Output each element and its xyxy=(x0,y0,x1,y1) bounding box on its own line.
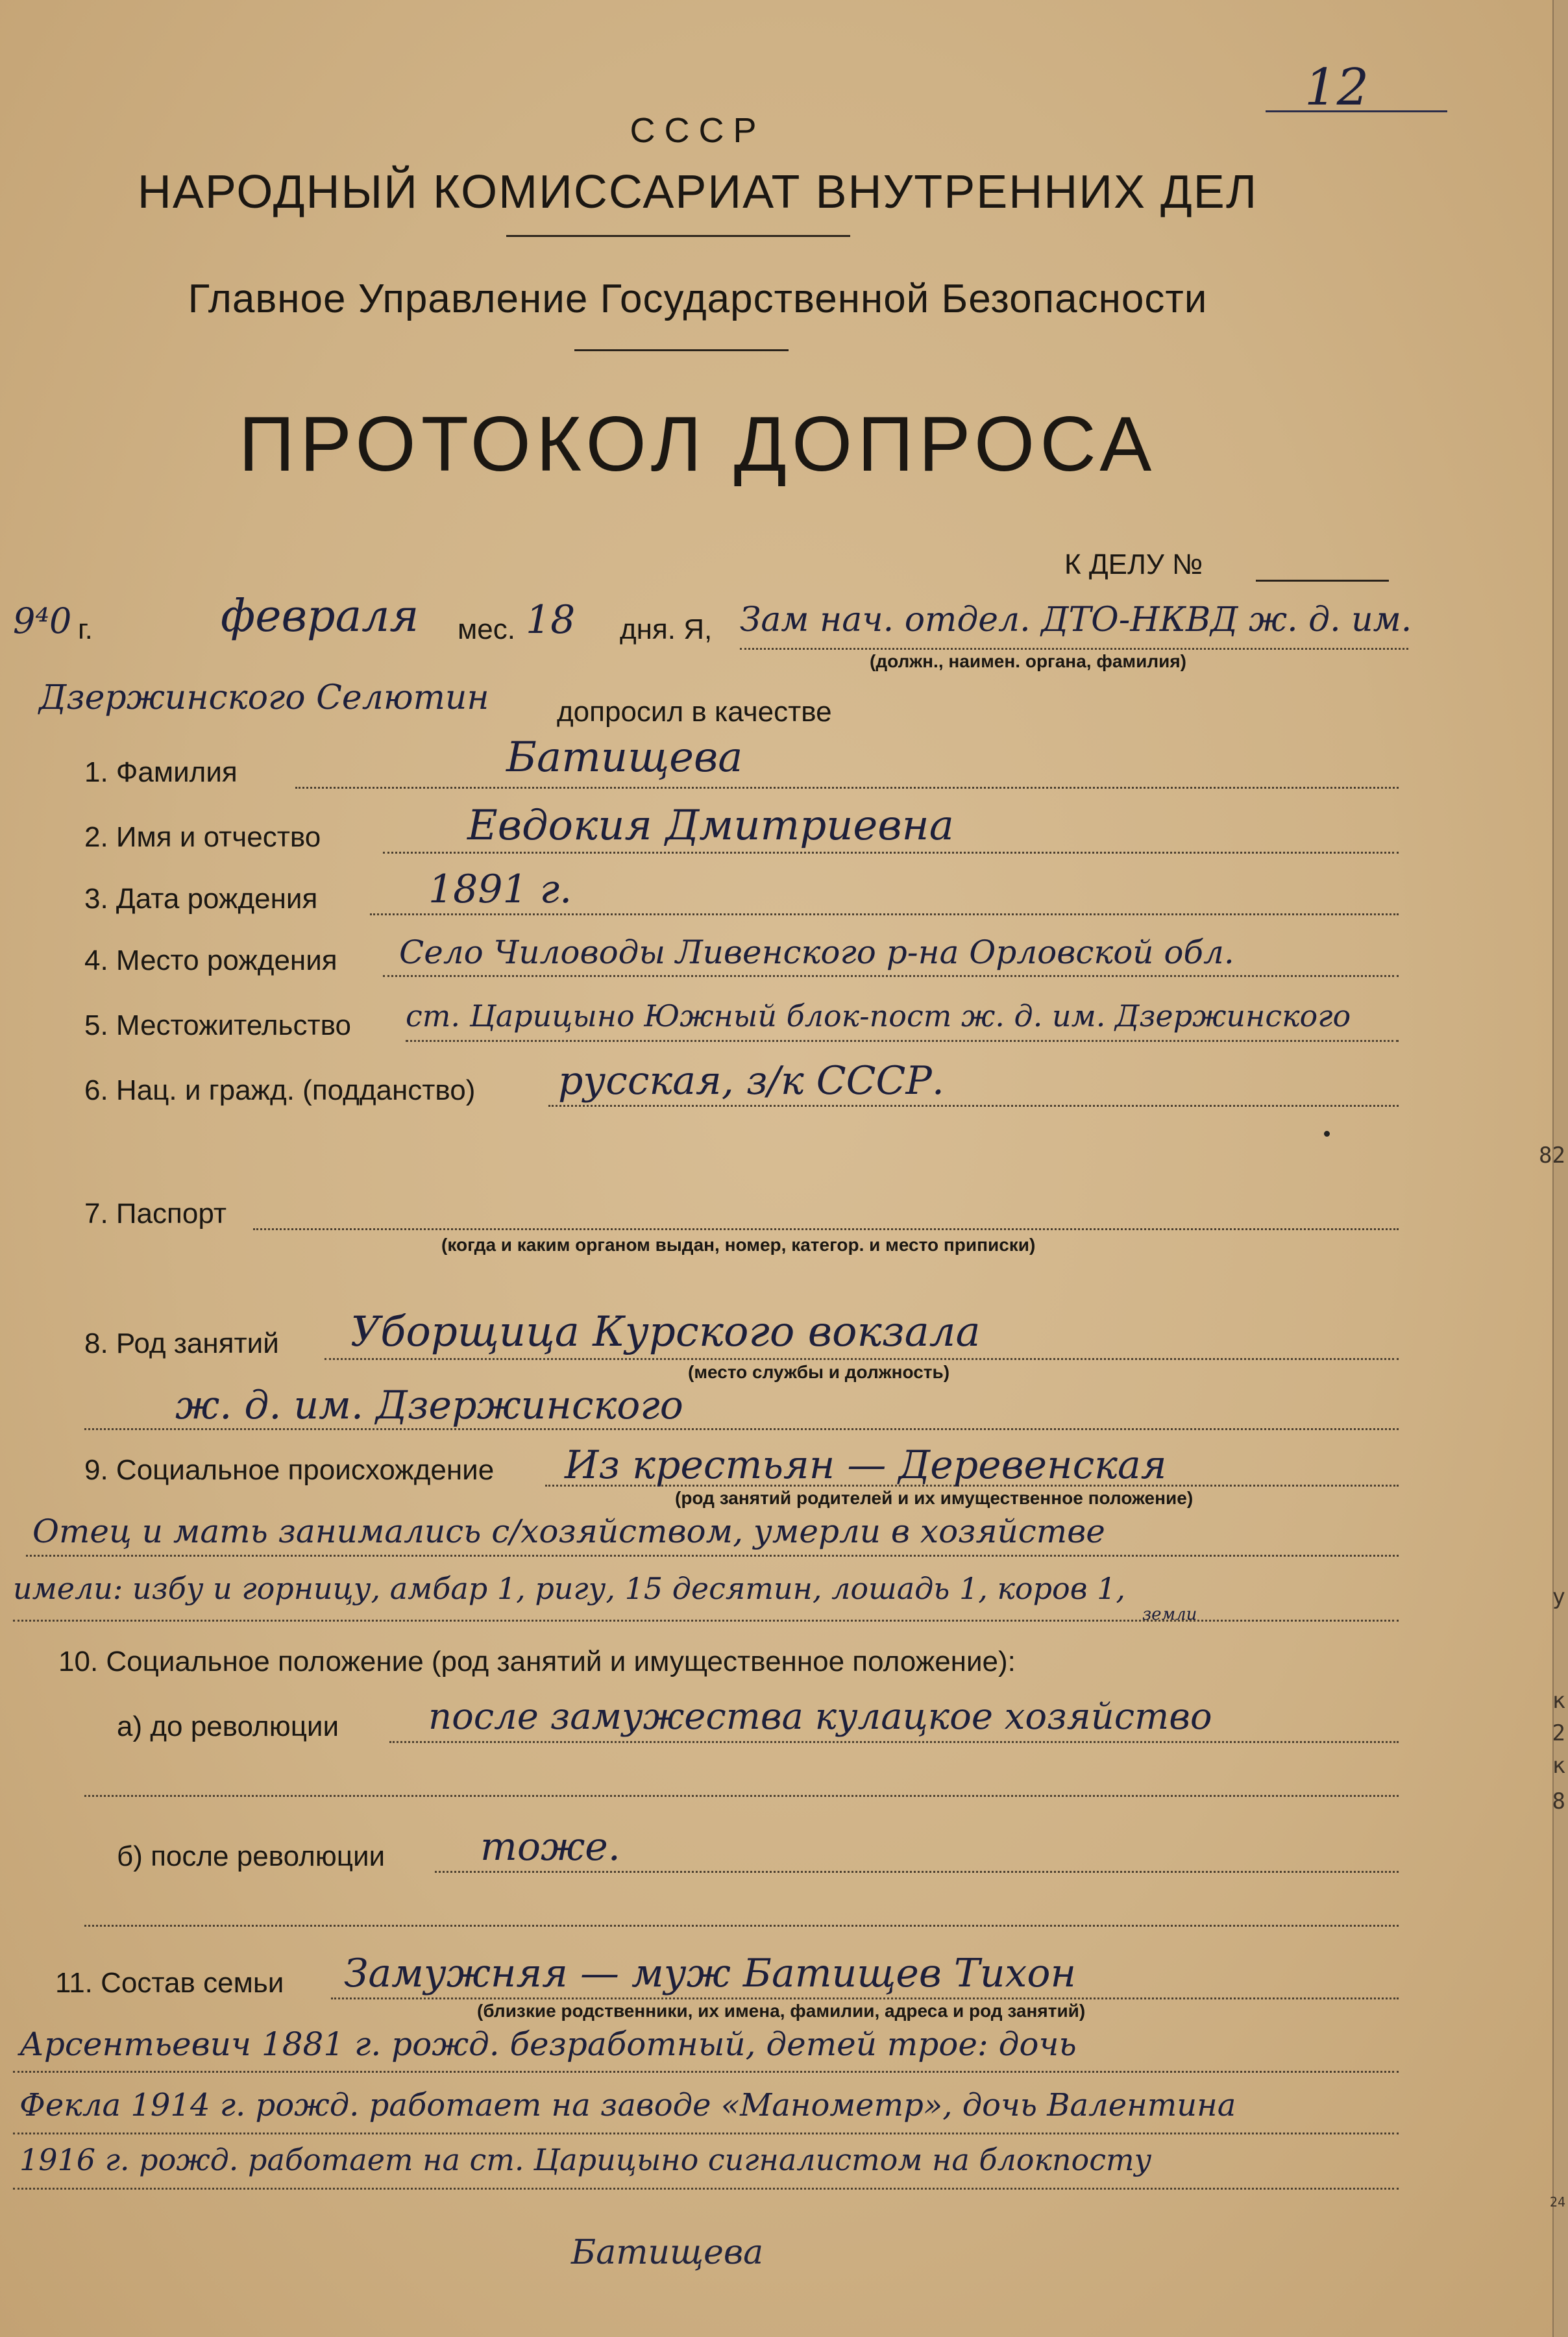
edge-mark: 2 xyxy=(1552,1720,1565,1746)
field-value-birthplace: Село Чиловоды Ливенского р-на Орловской обл. xyxy=(399,934,1234,971)
field-value-residence: ст. Царицыно Южный блок-пост ж. д. им. Дзержинского xyxy=(406,998,1351,1033)
official-line xyxy=(740,648,1408,650)
origin-line2: Отец и мать занимались с/хозяйством, умерли в хозяйстве xyxy=(32,1513,1105,1550)
header-country: СССР xyxy=(630,111,766,150)
intro-day-label: дня. Я, xyxy=(620,613,713,645)
signature: Батищева xyxy=(571,2233,764,2272)
occupation-hint: (место службы и должность) xyxy=(688,1362,950,1382)
occupation-line xyxy=(325,1358,1399,1360)
field-value-surname: Батищева xyxy=(506,734,743,782)
page-number: 12 xyxy=(1305,58,1369,117)
edge-mark: у xyxy=(1552,1584,1565,1610)
family-line xyxy=(13,2188,1399,2190)
origin-label: 9. Социальное происхождение xyxy=(84,1454,495,1486)
field-value-nationality: русская, з/к СССР. xyxy=(558,1058,944,1104)
passport-label: 7. Паспорт xyxy=(84,1198,227,1230)
field-label-nationality: 6. Нац. и гражд. (подданство) xyxy=(84,1074,476,1106)
adjacent-page-edge xyxy=(1549,0,1568,2337)
intro-day: 18 xyxy=(526,597,576,643)
intro-month: февраля xyxy=(221,591,419,642)
interrogated-as-label: допросил в качестве xyxy=(557,696,832,728)
field-label-name: 2. Имя и отчество xyxy=(84,821,321,853)
intro-month-label: мес. xyxy=(458,613,515,645)
field-line xyxy=(383,852,1399,854)
passport-hint: (когда и каким органом выдан, номер, категор. и место приписки) xyxy=(441,1235,1036,1255)
family-line2: Арсентьевич 1881 г. рожд. безработный, детей трое: дочь xyxy=(19,2025,1077,2063)
origin-line xyxy=(13,1620,1399,1622)
field-line xyxy=(383,975,1399,977)
intro-year-suffix: г. xyxy=(78,613,93,645)
header-commissariat: НАРОДНЫЙ КОМИССАРИАТ ВНУТРЕННИХ ДЕЛ xyxy=(137,166,1258,218)
field-label-residence: 5. Местожительство xyxy=(84,1009,351,1041)
field-value-name: Евдокия Дмитриевна xyxy=(467,802,954,850)
social-label: 10. Социальное положение (род занятий и имущественное положение): xyxy=(58,1646,1016,1677)
passport-line xyxy=(253,1228,1399,1230)
origin-hint: (род занятий родителей и их имущественное положение) xyxy=(675,1488,1194,1508)
social-line xyxy=(84,1795,1399,1797)
family-line4: 1916 г. рожд. работает на ст. Царицыно сигналистом на блокпосту xyxy=(19,2142,1152,2177)
intro-official-cont: Дзержинского Селютин xyxy=(39,678,489,717)
family-label: 11. Состав семьи xyxy=(55,1967,284,1999)
field-label-surname: 1. Фамилия xyxy=(84,756,238,788)
family-line xyxy=(13,2071,1399,2073)
page-title: ПРОТОКОЛ ДОПРОСА xyxy=(238,401,1157,488)
occupation-label: 8. Род занятий xyxy=(84,1328,279,1359)
origin-line xyxy=(26,1555,1399,1557)
social-after-value: тоже. xyxy=(480,1824,620,1870)
edge-mark: к xyxy=(1552,1753,1565,1779)
field-value-birthdate: 1891 г. xyxy=(428,867,572,912)
edge-mark: к xyxy=(1552,1688,1565,1714)
intro-official: Зам нач. отдел. ДТО-НКВД ж. д. им. xyxy=(740,600,1412,639)
occupation-line xyxy=(84,1428,1399,1430)
header-rule xyxy=(574,349,789,351)
social-before-value: после замужества кулацкое хозяйство xyxy=(428,1696,1212,1738)
family-value: Замужняя — муж Батищев Тихон xyxy=(344,1951,1076,1996)
case-number-field xyxy=(1256,580,1389,582)
origin-line3-above: земли xyxy=(1142,1605,1197,1624)
intro-year: 9⁴0 xyxy=(13,600,72,641)
header-rule xyxy=(506,235,850,237)
family-line xyxy=(331,1997,1399,1999)
social-after-label: б) после революции xyxy=(117,1840,386,1872)
field-label-birthplace: 4. Место рождения xyxy=(84,945,337,976)
social-line xyxy=(389,1741,1399,1743)
family-hint: (близкие родственники, их имена, фамилии, адреса и род занятий) xyxy=(477,2001,1086,2021)
case-number-label: К ДЕЛУ № xyxy=(1064,549,1203,580)
field-label-birthdate: 3. Дата рождения xyxy=(84,883,318,915)
field-line xyxy=(548,1105,1399,1107)
social-line xyxy=(435,1871,1399,1873)
social-line xyxy=(84,1925,1399,1927)
social-before-label: а) до революции xyxy=(117,1711,339,1742)
ink-dot xyxy=(1324,1131,1330,1137)
occupation-value: Уборщица Курского вокзала xyxy=(350,1308,981,1356)
origin-value: Из крестьян — Деревенская xyxy=(565,1442,1167,1488)
origin-line3: имели: избу и горницу, амбар 1, ригу, 15 десятин, лошадь 1, коров 1, xyxy=(13,1571,1126,1606)
field-line xyxy=(295,787,1399,789)
field-line xyxy=(370,913,1399,915)
family-line3: Фекла 1914 г. рожд. работает на заводе «Манометр», дочь Валентина xyxy=(19,2087,1236,2123)
edge-mark: 82 xyxy=(1539,1143,1565,1168)
occupation-value-cont: ж. д. им. Дзержинского xyxy=(175,1383,683,1428)
edge-mark: 8 xyxy=(1552,1788,1565,1814)
field-line xyxy=(406,1040,1399,1042)
edge-mark: 24 xyxy=(1549,2194,1565,2210)
official-hint: (должн., наимен. органа, фамилия) xyxy=(870,651,1186,671)
header-directorate: Главное Управление Государственной Безопасности xyxy=(188,277,1208,321)
family-line xyxy=(13,2133,1399,2134)
